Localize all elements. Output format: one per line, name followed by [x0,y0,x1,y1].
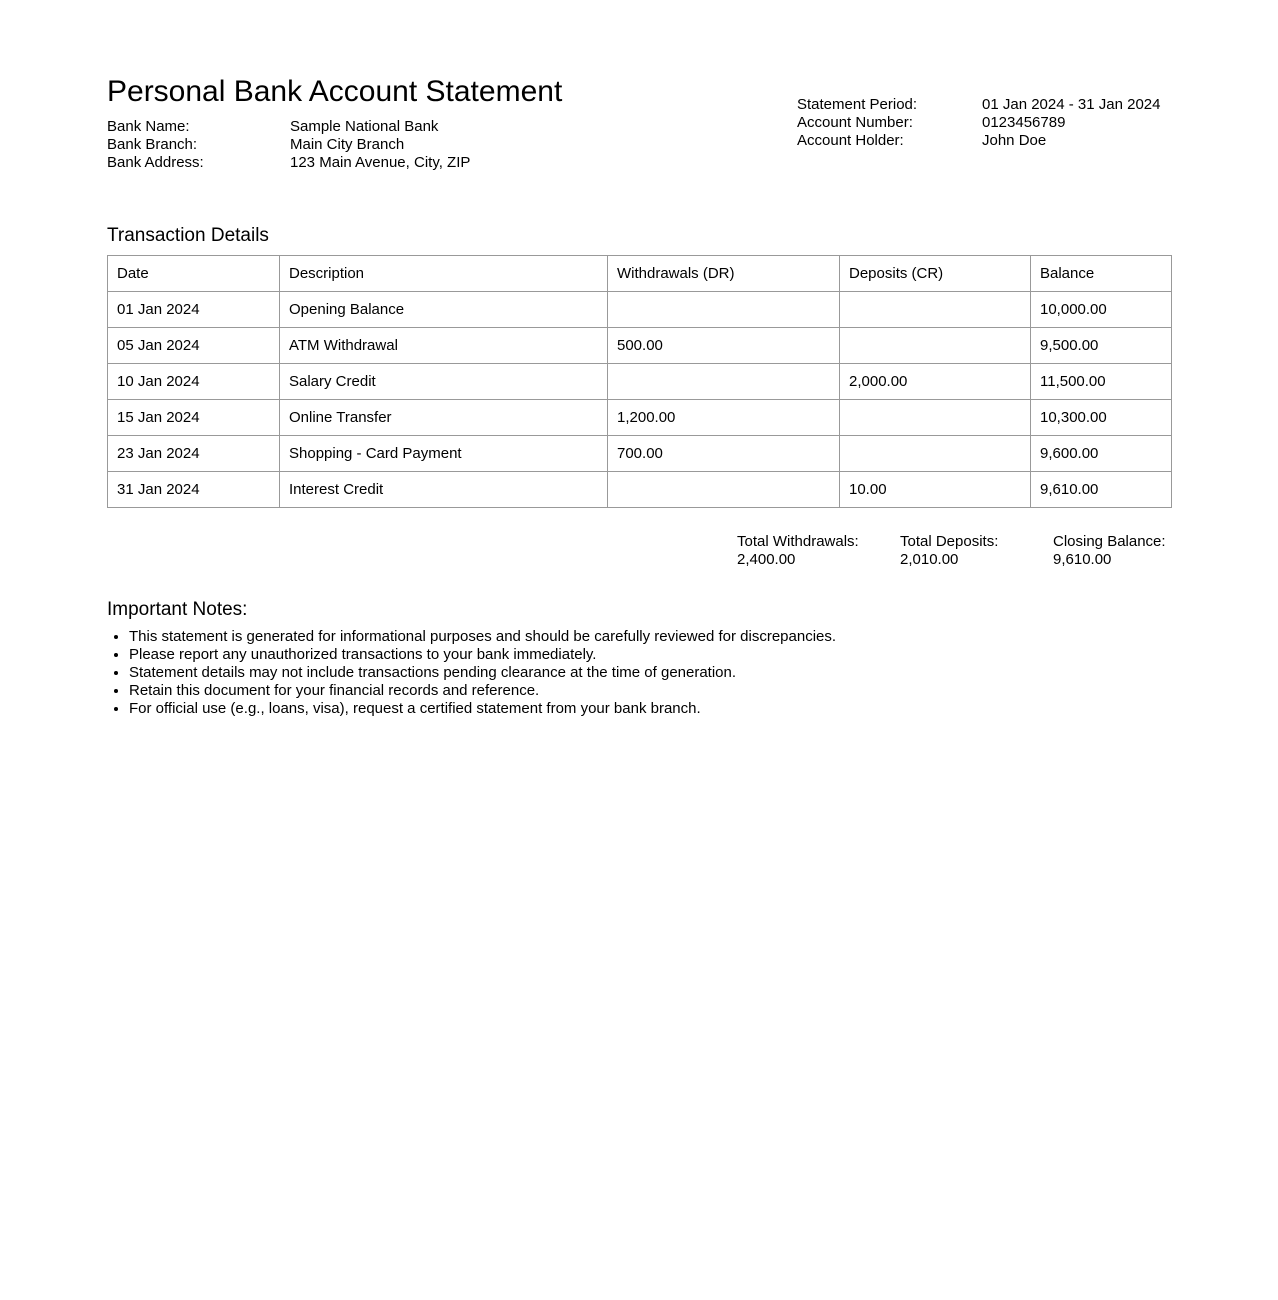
bank-name-value: Sample National Bank [290,118,439,135]
total-deposits [900,533,1053,569]
closing-balance-value: 9,610.00 [1053,551,1112,568]
total-withdrawals-label: Total Withdrawals: [737,533,859,550]
cell-withdrawal: 700.00 [608,436,840,472]
cell-description: ATM Withdrawal [280,328,608,364]
statement-period-value: 01 Jan 2024 - 31 Jan 2024 [982,96,1161,113]
bank-branch-value: Main City Branch [290,136,405,153]
table-row [108,292,1172,328]
cell-description: Shopping - Card Payment [280,436,608,472]
cell-balance: 9,610.00 [1031,472,1172,508]
bank-branch-label: Bank Branch: [107,136,198,153]
cell-withdrawal: 1,200.00 [608,400,840,436]
transactions-table [107,255,1172,508]
bank-name-label: Bank Name: [107,118,190,135]
account-number-value: 0123456789 [982,114,1066,131]
table-row [108,400,1172,436]
account-holder-row [797,132,1197,150]
cell-deposit [840,328,1031,364]
note-item: • Please report any unauthorized transactions to your bank immediately. [129,646,1171,664]
cell-deposit: 2,000.00 [840,364,1031,400]
total-withdrawals [737,533,900,569]
transactions-heading: Transaction Details [107,225,269,246]
total-deposits-value: 2,010.00 [900,551,959,568]
statement-period-label: Statement Period: [797,96,918,113]
table-row [108,436,1172,472]
table-row [108,328,1172,364]
account-holder-label: Account Holder: [797,132,904,149]
cell-balance: 10,000.00 [1031,292,1172,328]
cell-date: 31 Jan 2024 [108,472,280,508]
cell-withdrawal: 500.00 [608,328,840,364]
bank-address-label: Bank Address: [107,154,204,171]
total-withdrawals-value: 2,400.00 [737,551,796,568]
notes-list [107,628,1171,718]
closing-balance-label: Closing Balance: [1053,533,1166,550]
table-header-row [108,256,1172,292]
cell-date: 23 Jan 2024 [108,436,280,472]
cell-description: Interest Credit [280,472,608,508]
cell-date: 01 Jan 2024 [108,292,280,328]
page-title: Personal Bank Account Statement [107,75,563,108]
closing-balance [1053,533,1171,569]
cell-withdrawal [608,292,840,328]
cell-description: Salary Credit [280,364,608,400]
cell-balance: 10,300.00 [1031,400,1172,436]
account-holder-value: John Doe [982,132,1047,149]
total-deposits-label: Total Deposits: [900,533,999,550]
cell-balance: 9,600.00 [1031,436,1172,472]
cell-description: Online Transfer [280,400,608,436]
cell-description: Opening Balance [280,292,608,328]
cell-balance: 11,500.00 [1031,364,1172,400]
col-header-withdrawals: Withdrawals (DR) [608,256,840,292]
col-header-deposits: Deposits (CR) [840,256,1031,292]
col-header-description: Description [280,256,608,292]
statement-period-row [797,96,1197,114]
table-row [108,364,1172,400]
cell-withdrawal [608,472,840,508]
cell-date: 10 Jan 2024 [108,364,280,400]
cell-deposit [840,292,1031,328]
table-row [108,472,1172,508]
col-header-balance: Balance [1031,256,1172,292]
notes-heading: Important Notes: [107,599,248,620]
account-number-label: Account Number: [797,114,913,131]
note-item: • This statement is generated for informational purposes and should be carefully reviewed for discrepancies. [129,628,1171,646]
bank-address-row [107,154,1171,172]
statement-info [797,96,1197,150]
note-item: • For official use (e.g., loans, visa), request a certified statement from your bank branch. [129,700,1171,718]
note-item: • Statement details may not include transactions pending clearance at the time of generation. [129,664,1171,682]
cell-date: 05 Jan 2024 [108,328,280,364]
cell-deposit [840,400,1031,436]
cell-date: 15 Jan 2024 [108,400,280,436]
totals-strip [107,533,1171,569]
cell-balance: 9,500.00 [1031,328,1172,364]
cell-withdrawal [608,364,840,400]
cell-deposit [840,436,1031,472]
bank-address-value: 123 Main Avenue, City, ZIP [290,154,471,171]
account-number-row [797,114,1197,132]
col-header-date: Date [108,256,280,292]
cell-deposit: 10.00 [840,472,1031,508]
note-item: • Retain this document for your financial records and reference. [129,682,1171,700]
